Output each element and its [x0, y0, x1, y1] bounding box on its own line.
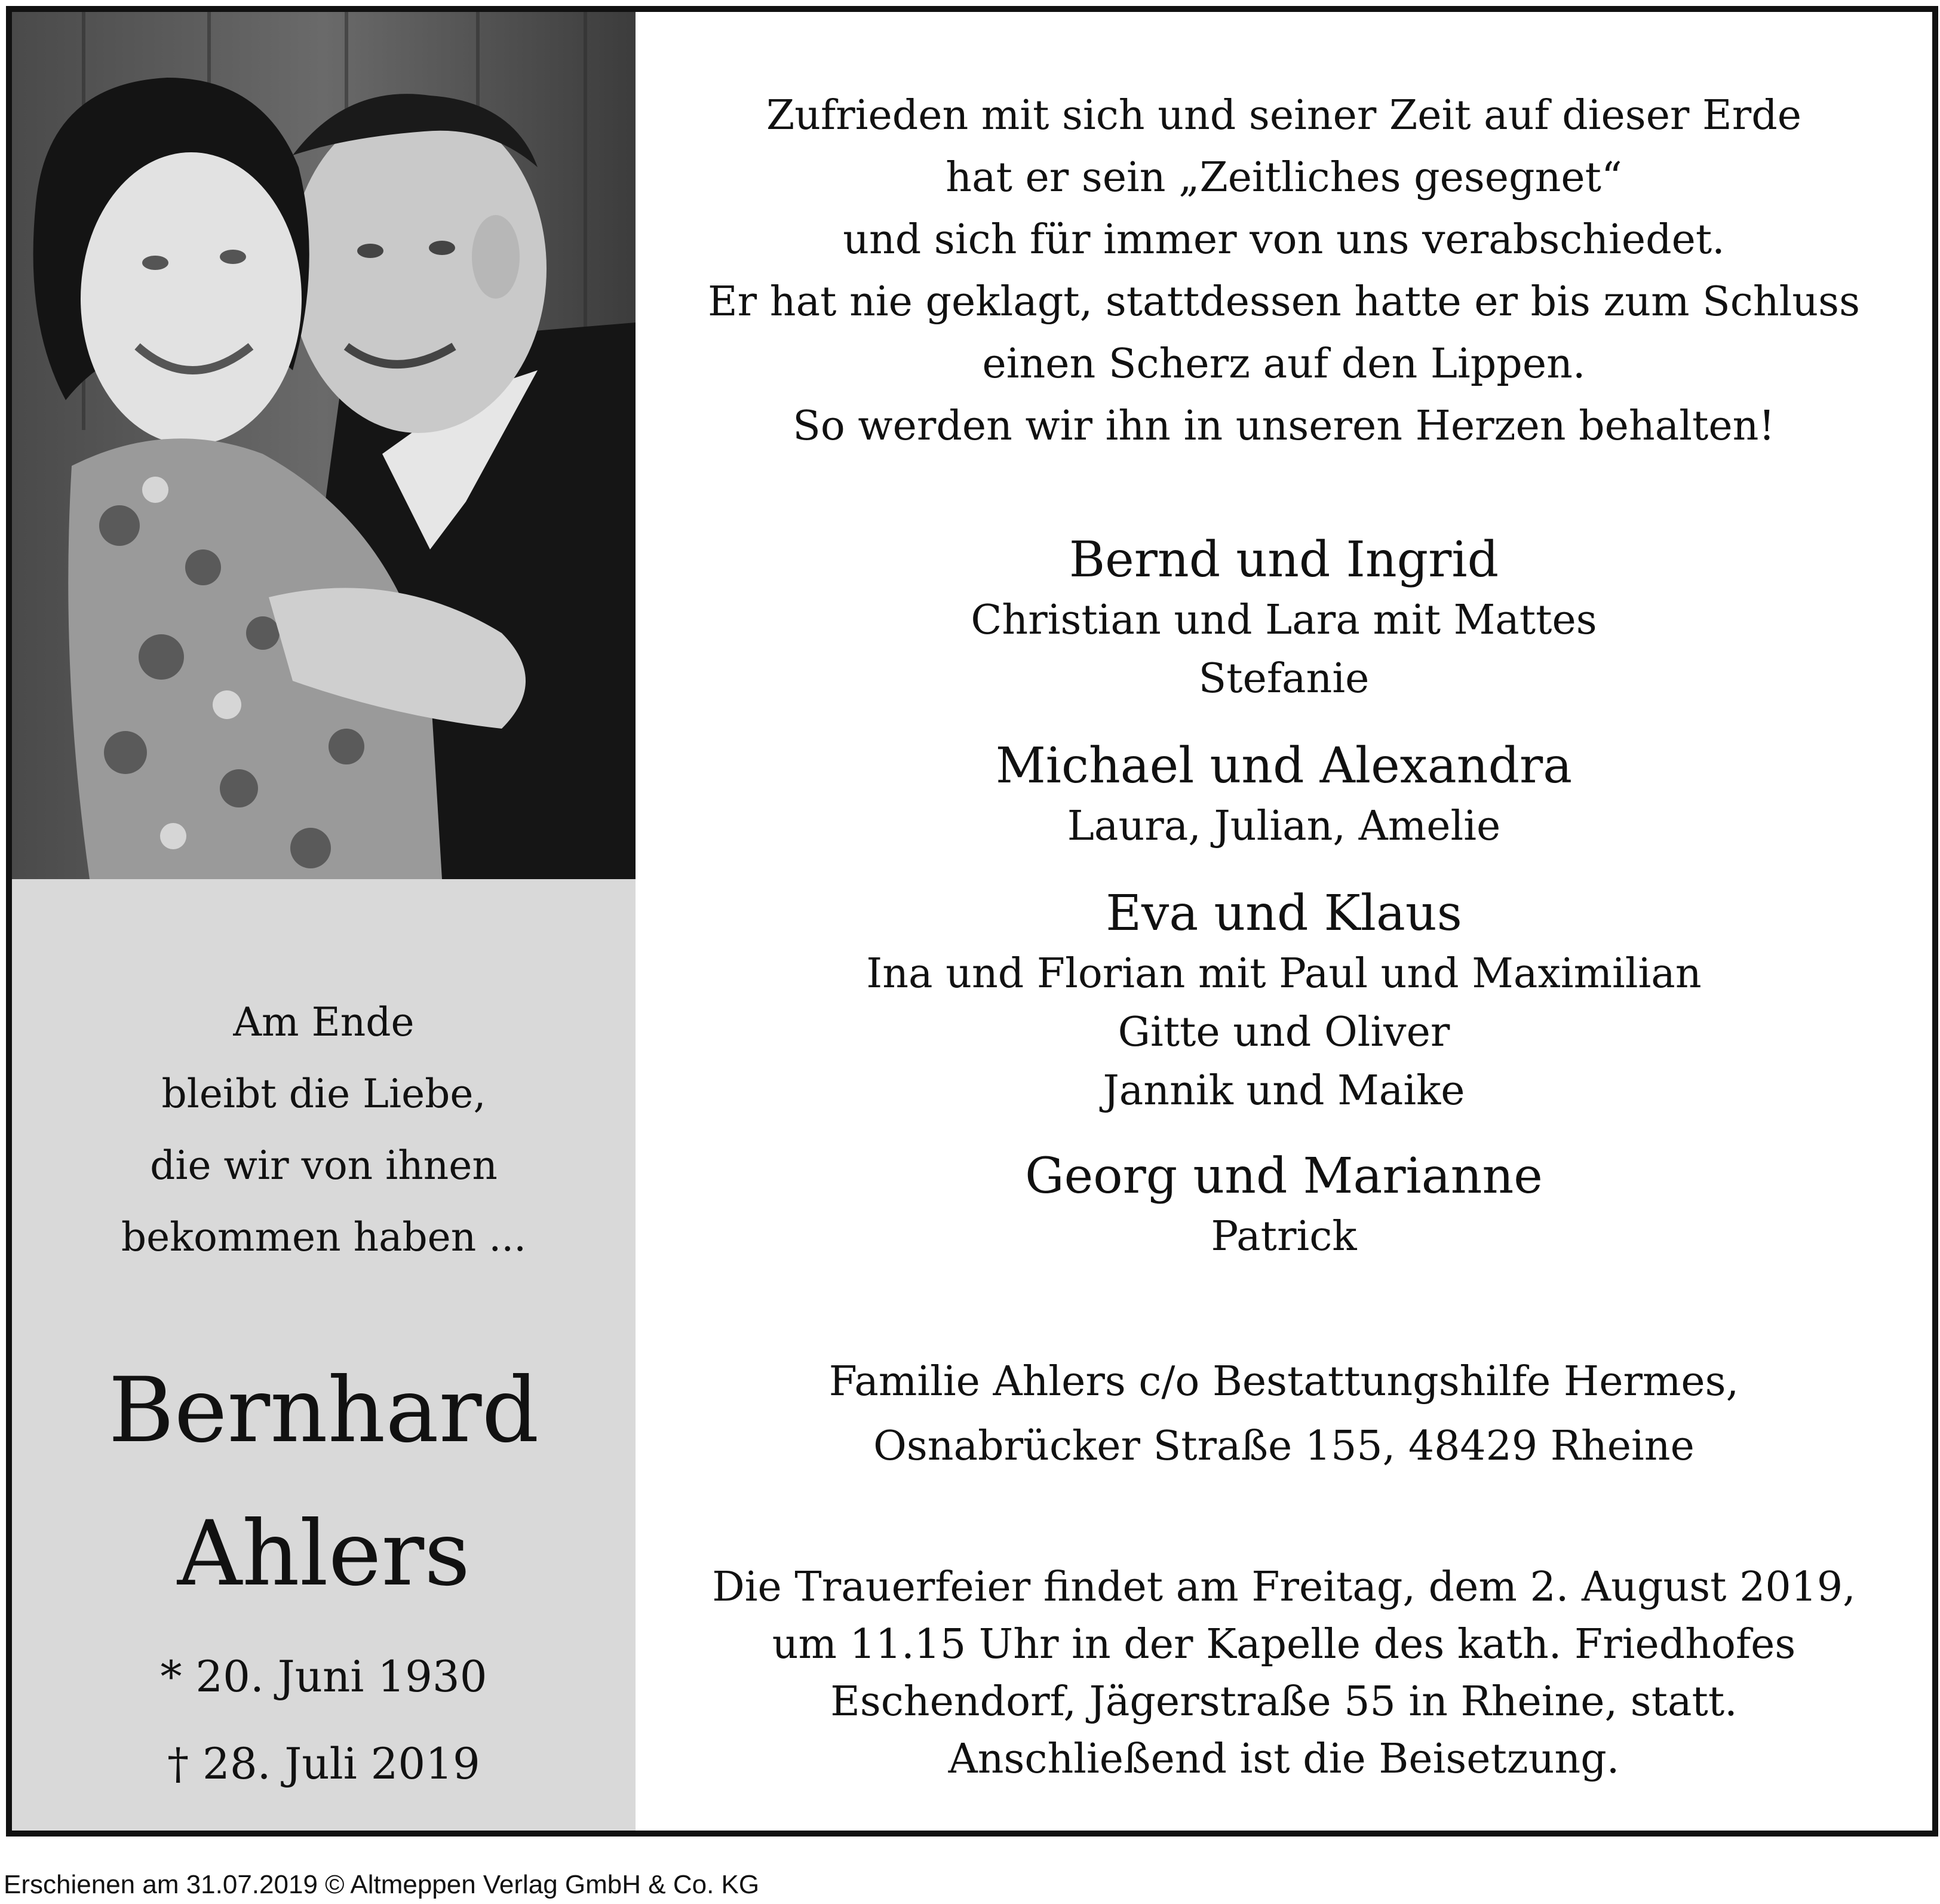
quote-line: bekommen haben ...	[121, 1214, 527, 1260]
funeral-notice	[636, 1559, 1932, 1788]
ceremony-line: Eschendorf, Jägerstraße 55 in Rheine, statt.	[830, 1678, 1738, 1725]
poem-line: einen Scherz auf den Lippen.	[982, 340, 1586, 388]
birth-date: * 20. Juni 1930	[160, 1651, 487, 1702]
farewell-poem	[636, 85, 1932, 457]
ceremony-line: um 11.15 Uhr in der Kapelle des kath. Friedhofes	[772, 1621, 1796, 1668]
family-member: Laura, Julian, Amelie	[1067, 803, 1501, 850]
family-group	[636, 529, 1932, 708]
family-group	[636, 735, 1932, 856]
family-head: Michael und Alexandra	[995, 738, 1573, 794]
family-member: Patrick	[1211, 1213, 1357, 1260]
publication-footer: Erschienen am 31.07.2019 © Altmeppen Verlag GmbH & Co. KG	[4, 1870, 760, 1899]
quote-line: Am Ende	[233, 999, 415, 1045]
family-member: Ina und Florian mit Paul und Maximilian	[866, 950, 1702, 997]
left-column	[12, 12, 636, 1831]
death-date: † 28. Juli 2019	[167, 1739, 480, 1789]
address-line: Familie Ahlers c/o Bestattungshilfe Hermes,	[828, 1358, 1739, 1405]
obituary-frame	[6, 6, 1938, 1837]
poem-line: und sich für immer von uns verabschiedet.	[843, 216, 1725, 263]
right-column	[636, 12, 1932, 1831]
family-head: Eva und Klaus	[1106, 885, 1462, 942]
address-line: Osnabrücker Straße 155, 48429 Rheine	[873, 1423, 1695, 1470]
family-head: Georg und Marianne	[1025, 1148, 1543, 1205]
family-group	[636, 1146, 1932, 1266]
family-member: Stefanie	[1198, 655, 1370, 702]
family-member: Gitte und Oliver	[1118, 1009, 1450, 1056]
family-member: Christian und Lara mit Mattes	[971, 597, 1597, 644]
ceremony-line: Anschließend ist die Beisetzung.	[948, 1736, 1620, 1783]
contact-address	[636, 1350, 1932, 1479]
quote-line: die wir von ihnen	[150, 1143, 498, 1189]
poem-line: Zufrieden mit sich und seiner Zeit auf dieser Erde	[766, 92, 1801, 139]
memorial-quote	[12, 987, 636, 1273]
quote-line: bleibt die Liebe,	[161, 1071, 486, 1117]
poem-line: hat er sein „Zeitliches gesegnet“	[946, 154, 1622, 201]
deceased-first-name: Bernhard	[108, 1359, 539, 1463]
family-group	[636, 883, 1932, 1120]
portrait-photo-icon	[12, 12, 636, 879]
portrait-photo	[12, 12, 636, 879]
ceremony-line: Die Trauerfeier findet am Freitag, dem 2. August 2019,	[712, 1564, 1856, 1611]
deceased-last-name: Ahlers	[177, 1502, 471, 1606]
poem-line: So werden wir ihn in unseren Herzen behalten!	[793, 403, 1775, 450]
family-member: Jannik und Maike	[1103, 1067, 1465, 1114]
poem-line: Er hat nie geklagt, stattdessen hatte er bis zum Schluss	[708, 278, 1860, 325]
family-head: Bernd und Ingrid	[1069, 532, 1499, 588]
memorial-panel	[12, 879, 636, 1831]
